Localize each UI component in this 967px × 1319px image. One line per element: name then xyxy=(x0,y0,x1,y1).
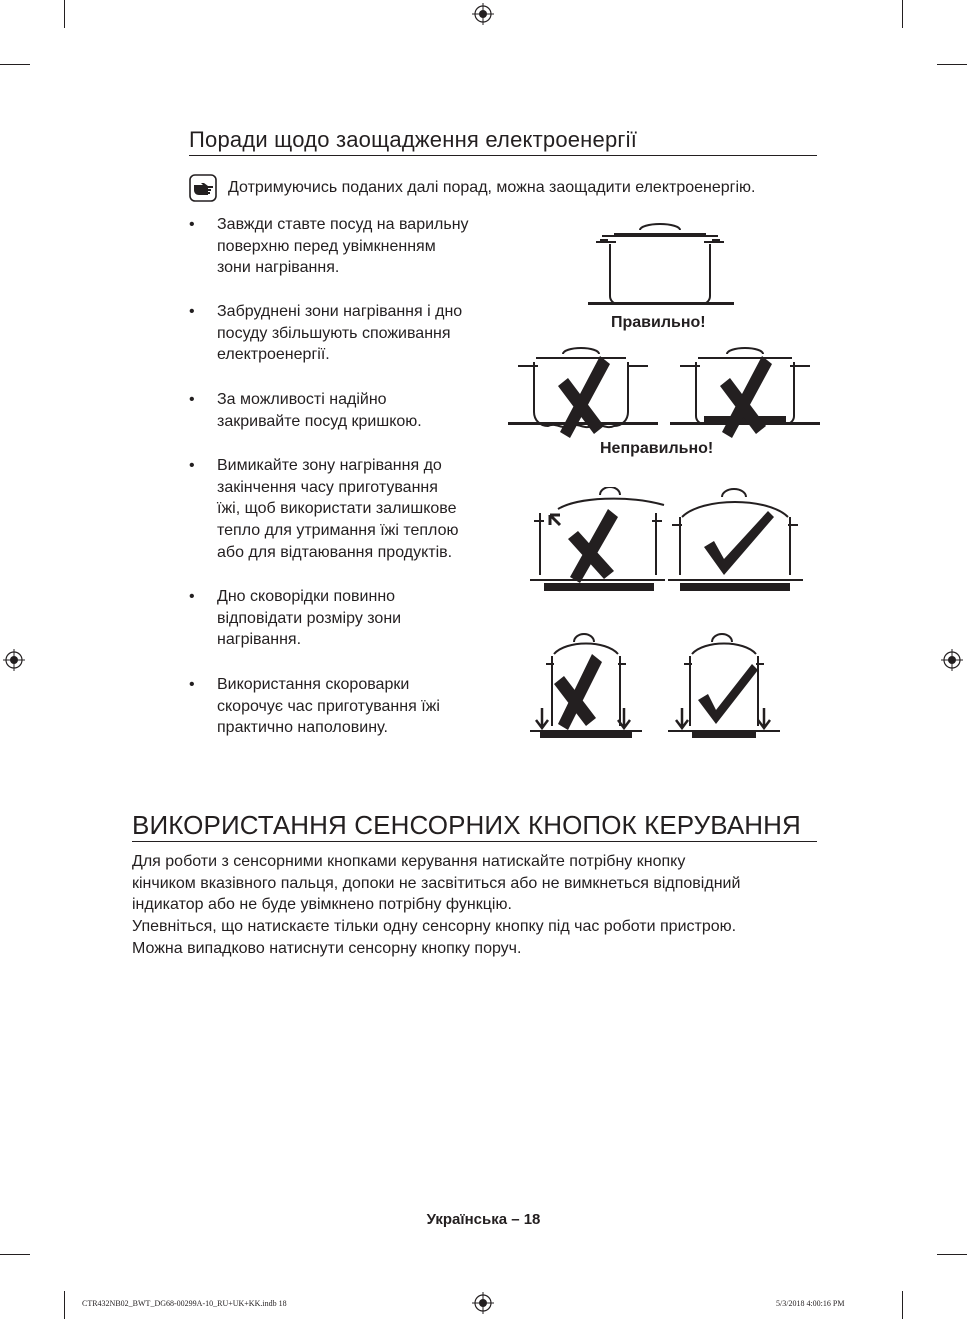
registration-mark-icon xyxy=(472,3,494,25)
crop-mark xyxy=(0,64,30,65)
tip-line: або для відтаювання продуктів. xyxy=(217,543,453,561)
bullet: • xyxy=(189,391,195,408)
body-line: Для роботи з сенсорними кнопками керування натискайте потрібну кнопку xyxy=(132,853,686,870)
tip-line: Вимикайте зону нагрівання до xyxy=(217,457,442,474)
note xyxy=(189,174,829,204)
pointing-hand-icon xyxy=(189,174,217,202)
bullet: • xyxy=(189,216,195,233)
crop-mark xyxy=(0,1254,30,1255)
section-title: ВИКОРИСТАННЯ СЕНСОРНИХ КНОПОК КЕРУВАННЯ xyxy=(132,809,817,842)
body-line: Упевніться, що натискаєте тільки одну сенсорну кнопку під час роботи пристрою. xyxy=(132,918,737,935)
body-line: кінчиком вказівного пальця, допоки не засвітиться або не вимкнеться відповідний xyxy=(132,875,741,892)
incorrect-pot-warped-illustration xyxy=(508,342,658,438)
tip-line: їжі, щоб використати залишкове xyxy=(217,500,457,518)
tip-line: Завжди ставте посуд на варильну xyxy=(217,216,469,233)
tip-line: нагрівання. xyxy=(217,631,302,649)
bullet: • xyxy=(189,676,195,693)
tip-line: зони нагрівання. xyxy=(217,259,340,277)
crop-mark xyxy=(64,1291,65,1319)
crop-mark xyxy=(902,0,903,28)
tip-line: закривайте посуд кришкою. xyxy=(217,412,422,430)
registration-mark-icon xyxy=(941,649,963,671)
crop-mark xyxy=(902,1291,903,1319)
bullet: • xyxy=(189,457,195,474)
incorrect-caption: Неправильно! xyxy=(600,440,714,457)
check-mark-icon xyxy=(698,664,758,724)
tip-line: поверхню перед увімкненням xyxy=(217,237,436,255)
tip-line: Використання скороварки xyxy=(217,676,410,693)
cross-mark-icon xyxy=(720,356,772,438)
tip-line: скорочує час приготування їжі xyxy=(217,697,440,715)
body-line: Можна випадково натиснути сенсорну кнопку поруч. xyxy=(132,940,522,957)
incorrect-pot-small-burner-illustration xyxy=(670,342,820,438)
tip-line: відповідати розміру зони xyxy=(217,609,402,627)
note-text: Дотримуючись поданих далі порад, можна заощадити електроенергію. xyxy=(228,179,756,196)
tip-line: Забруднені зони нагрівання і дно xyxy=(217,303,463,320)
page-number: Українська – 18 xyxy=(426,1211,541,1228)
lid-on-illustration xyxy=(668,487,803,595)
lid-off-illustration xyxy=(530,487,665,595)
bullet: • xyxy=(189,303,195,320)
arrow-down-icon xyxy=(676,708,688,728)
crop-mark xyxy=(64,0,65,28)
tip-line: тепло для утримання їжі теплою xyxy=(217,522,459,540)
tip-line: Дно сковорідки повинно xyxy=(217,588,396,605)
bullet: • xyxy=(189,588,195,605)
cross-mark-icon xyxy=(554,654,602,730)
arrow-down-icon xyxy=(536,708,548,728)
section-title: Поради щодо заощадження електроенергії xyxy=(189,126,817,156)
tip-line: За можливості надійно xyxy=(217,391,387,408)
tip-line: практично наполовину. xyxy=(217,719,388,737)
registration-mark-icon xyxy=(3,649,25,671)
correct-caption: Правильно! xyxy=(611,314,706,331)
pan-correct-size-illustration xyxy=(668,630,780,740)
tip-line: посуду збільшують споживання xyxy=(217,324,451,342)
crop-mark xyxy=(937,1254,967,1255)
tip-line: закінчення часу приготування xyxy=(217,478,438,496)
check-mark-icon xyxy=(704,511,774,575)
tip-line: електроенергії. xyxy=(217,346,330,364)
pan-too-small-illustration xyxy=(530,630,642,740)
print-slug-timestamp: 5/3/2018 4:00:16 PM xyxy=(776,1299,845,1308)
crop-mark xyxy=(937,64,967,65)
correct-pot-illustration xyxy=(580,218,740,310)
body-line: індикатор або не буде увімкнено потрібну функцію. xyxy=(132,896,512,913)
arrow-down-icon xyxy=(758,708,770,728)
registration-mark-icon xyxy=(472,1292,494,1314)
print-slug-file: CTR432NB02_BWT_DG68-00299A-10_RU+UK+KK.indb 18 xyxy=(82,1299,287,1308)
arrow-up-icon xyxy=(550,515,560,525)
cross-mark-icon xyxy=(568,509,618,583)
